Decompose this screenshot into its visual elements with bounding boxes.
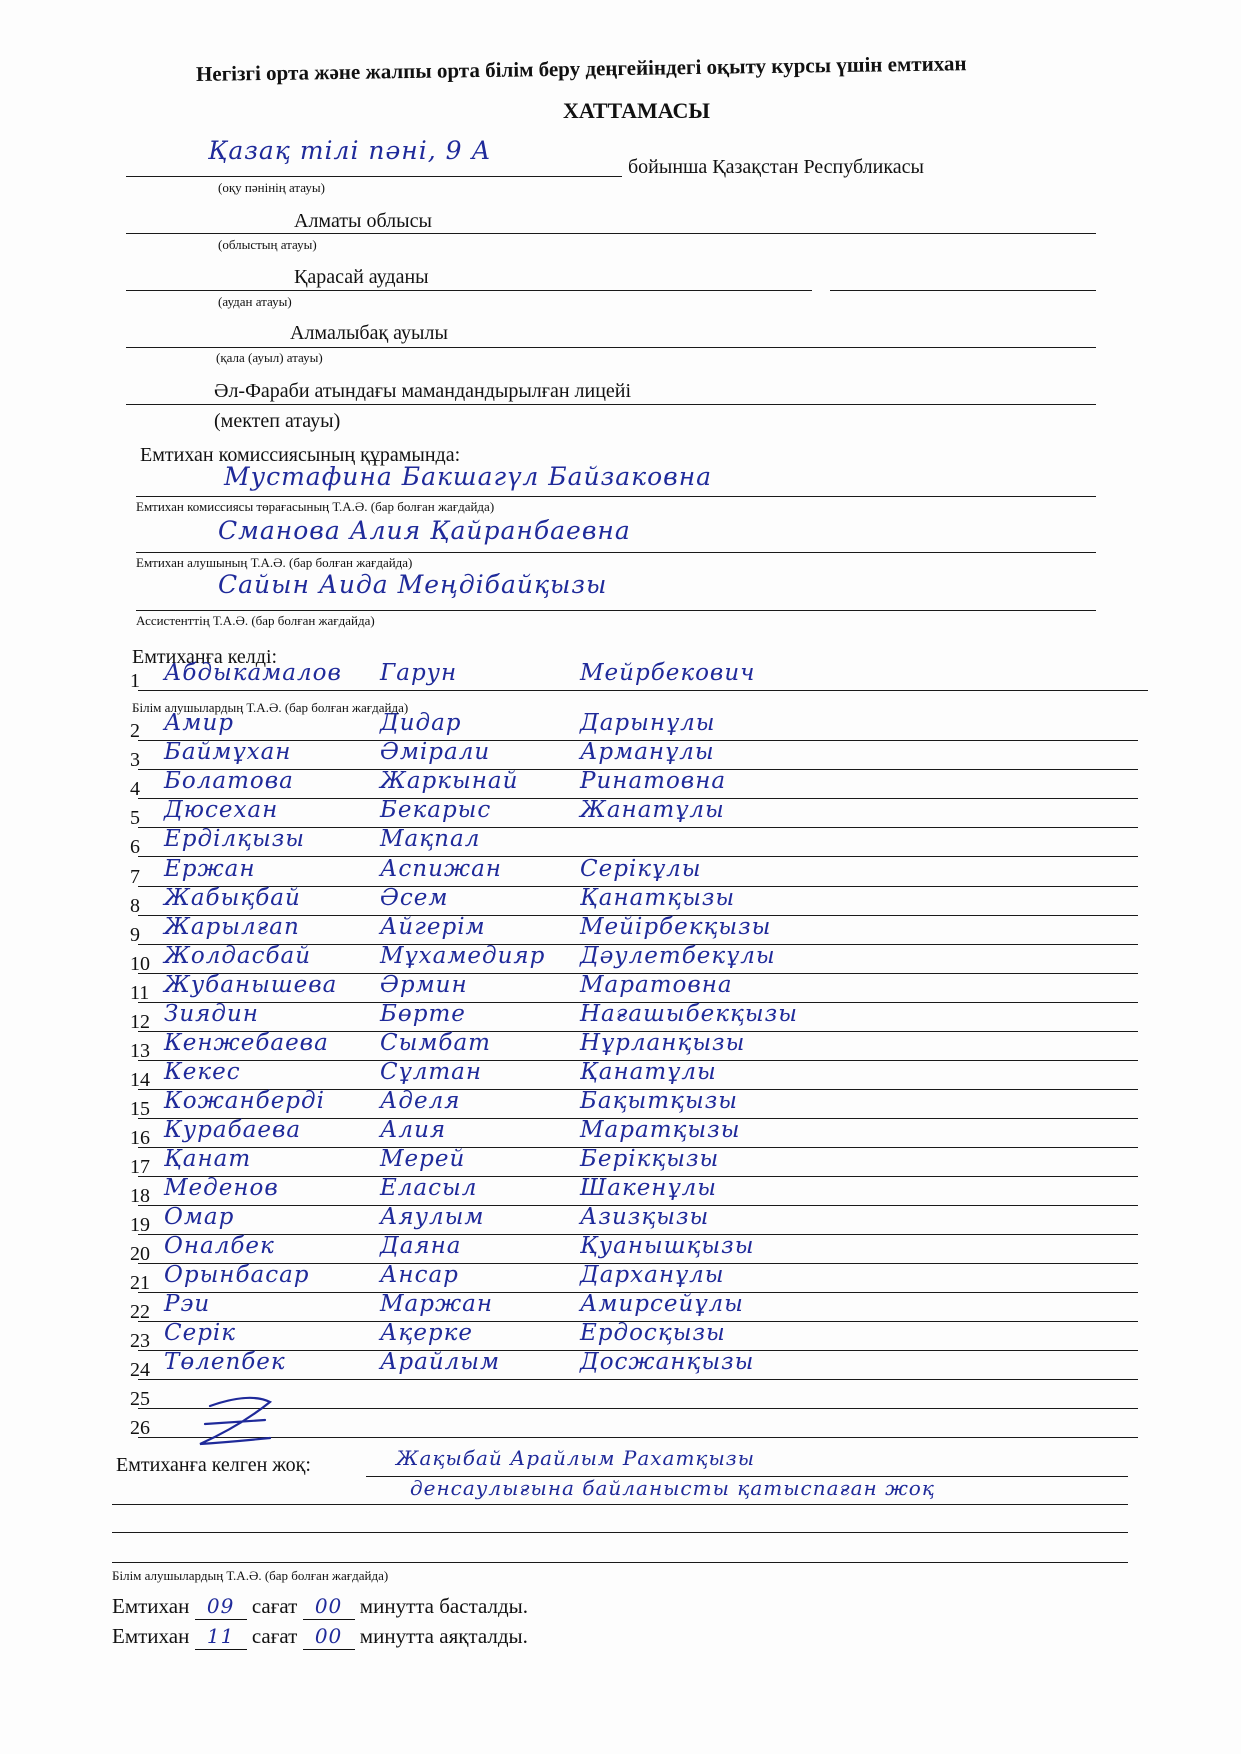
student-number: 13 <box>130 1040 150 1062</box>
student-patronymic-field[interactable]: Бақытқызы <box>580 1088 738 1114</box>
student-surname-field[interactable]: Жолдасбай <box>164 943 312 969</box>
student-number: 19 <box>130 1214 150 1236</box>
student-name-field[interactable]: Аяулым <box>380 1204 485 1230</box>
student-surname-field[interactable]: Жарылғап <box>164 914 300 940</box>
student-patronymic-field[interactable]: Дарынұлы <box>580 710 716 736</box>
student-patronymic-field[interactable]: Досжанқызы <box>580 1349 755 1375</box>
district-caption: (аудан атауы) <box>218 294 292 309</box>
student-patronymic-field[interactable]: Мейрбекович <box>580 660 756 686</box>
school-field[interactable]: Әл-Фараби атындағы мамандандырылған лицейі <box>214 380 632 402</box>
student-name-field[interactable]: Бекарыс <box>380 797 492 823</box>
student-patronymic-field[interactable]: Нұрланқызы <box>580 1030 746 1056</box>
region-field[interactable]: Алматы облысы <box>294 210 432 232</box>
absent-caption: Білім алушылардың Т.А.Ә. (бар болған жағдайда) <box>112 1568 389 1583</box>
student-name-field[interactable]: Еласыл <box>380 1175 478 1201</box>
district-field[interactable]: Қарасай ауданы <box>294 266 429 288</box>
student-patronymic-field[interactable]: Дәулетбекұлы <box>580 943 776 969</box>
student-number: 5 <box>130 807 140 829</box>
end-hour-field[interactable]: 11 <box>195 1624 247 1650</box>
village-line <box>126 347 1096 348</box>
end-prefix: Емтихан <box>112 1624 190 1648</box>
student-name-field[interactable]: Бөрте <box>380 1001 466 1027</box>
student-patronymic-field[interactable]: Ердосқызы <box>580 1320 726 1346</box>
start-minute-field[interactable]: 00 <box>303 1594 355 1620</box>
subject-line <box>126 176 622 177</box>
document-subtitle: ХАТТАМАСЫ <box>563 98 711 123</box>
student-patronymic-field[interactable]: Маратқызы <box>580 1117 741 1143</box>
absent-name-field[interactable]: Жақыбай Арайлым Рахатқызы <box>396 1446 755 1470</box>
absent-line-3 <box>112 1532 1128 1533</box>
assistant-caption: Ассистенттің Т.А.Ә. (бар болған жағдайда) <box>136 613 375 628</box>
end-time-row <box>112 1624 528 1650</box>
student-name-field[interactable]: Сымбат <box>380 1030 491 1056</box>
student-name-field[interactable]: Дидар <box>380 710 462 736</box>
student-name-field[interactable]: Ансар <box>380 1262 459 1288</box>
student-name-field[interactable]: Әмірали <box>380 739 491 765</box>
region-caption: (облыстың атауы) <box>218 237 317 252</box>
student-line <box>138 1379 1138 1380</box>
student-number: 4 <box>130 778 140 800</box>
end-suffix: минутта аяқталды. <box>359 1624 528 1648</box>
student-name-field[interactable]: Гарун <box>380 660 458 686</box>
student-name-field[interactable]: Аспижан <box>380 856 502 882</box>
student-name-field[interactable]: Сұлтан <box>380 1059 483 1085</box>
chair-caption: Емтихан комиссиясы төрағасының Т.А.Ә. (бар болған жағдайда) <box>136 499 495 514</box>
examiner-caption: Емтихан алушының Т.А.Ә. (бар болған жағдайда) <box>136 555 413 570</box>
student-row <box>118 1349 1138 1383</box>
attended-heading: Емтиханға келді: <box>132 646 278 668</box>
student-surname-field[interactable]: Кожанберді <box>164 1088 325 1114</box>
student-patronymic-field[interactable]: Азизқызы <box>580 1204 710 1230</box>
student-surname-field[interactable]: Курабаева <box>164 1117 302 1143</box>
student-name-field[interactable]: Алия <box>380 1117 447 1143</box>
student-number: 11 <box>130 982 150 1004</box>
student-patronymic-field[interactable]: Амирсейұлы <box>580 1291 744 1317</box>
student-number: 23 <box>130 1330 150 1352</box>
examiner-field[interactable]: Сманова Алия Қайранбаевна <box>218 516 631 545</box>
student-surname-field[interactable]: Қанат <box>164 1146 252 1172</box>
student-surname-field[interactable]: Орынбасар <box>164 1262 310 1288</box>
student-name-field[interactable]: Аделя <box>380 1088 461 1114</box>
student-surname-field[interactable]: Ерділқызы <box>164 826 306 852</box>
commission-heading: Емтихан комиссиясының құрамында: <box>140 444 461 466</box>
chair-line <box>136 496 1096 497</box>
student-name-field[interactable]: Даяна <box>380 1233 462 1259</box>
student-name-field[interactable]: Мақпал <box>380 826 481 852</box>
student-name-field[interactable]: Маржан <box>380 1291 493 1317</box>
student-number: 15 <box>130 1098 150 1120</box>
student-surname-field[interactable]: Кекес <box>164 1059 241 1085</box>
student-patronymic-field[interactable]: Мейірбекқызы <box>580 914 772 940</box>
student-number: 20 <box>130 1243 150 1265</box>
student-number: 21 <box>130 1272 150 1294</box>
student-number: 1 <box>130 670 140 692</box>
start-suffix: минутта басталды. <box>359 1594 529 1618</box>
student-name-field[interactable]: Ақерке <box>380 1320 474 1346</box>
student-number: 3 <box>130 749 140 771</box>
student-surname-field[interactable]: Жубанышева <box>164 972 338 998</box>
subject-caption: (оқу пәнінің атауы) <box>218 180 325 195</box>
student-patronymic-field[interactable]: Нағашыбекқызы <box>580 1001 798 1027</box>
student-number: 8 <box>130 895 140 917</box>
village-caption: (қала (ауыл) атауы) <box>216 350 323 365</box>
region-line <box>126 233 1096 234</box>
student-surname-field[interactable]: Баймұхан <box>164 739 292 765</box>
student-number: 17 <box>130 1156 150 1178</box>
student-patronymic-field[interactable]: Серікұлы <box>580 856 702 882</box>
student-name-field[interactable]: Әсем <box>380 885 449 911</box>
attended-caption: Білім алушылардың Т.А.Ә. (бар болған жағдайда) <box>132 700 409 715</box>
student-patronymic-field[interactable]: Қанатұлы <box>580 1059 717 1085</box>
absent-line-4 <box>112 1562 1128 1563</box>
student-number: 7 <box>130 866 140 888</box>
student-surname-field[interactable]: Болатова <box>164 768 294 794</box>
document-title: Негізгі орта және жалпы орта білім беру деңгейіндегі оқыту курсы үшін емтихан <box>195 51 967 86</box>
student-patronymic-field[interactable]: Маратовна <box>580 972 733 998</box>
student-surname-field[interactable]: Жабықбай <box>164 885 301 911</box>
student-line <box>138 690 1148 691</box>
student-name-field[interactable]: Әрмин <box>380 972 468 998</box>
start-mid: сағат <box>251 1594 298 1618</box>
student-number: 10 <box>130 953 150 975</box>
student-patronymic-field[interactable]: Берікқызы <box>580 1146 720 1172</box>
student-number: 22 <box>130 1301 150 1323</box>
district-line <box>126 290 812 291</box>
student-name-field[interactable]: Мерей <box>380 1146 466 1172</box>
student-patronymic-field[interactable]: Қанатқызы <box>580 885 736 911</box>
student-number: 2 <box>130 720 140 742</box>
student-surname-field[interactable]: Төлепбек <box>164 1349 286 1375</box>
student-surname-field[interactable]: Амир <box>164 710 235 736</box>
end-minute-field[interactable]: 00 <box>303 1624 355 1650</box>
student-surname-field[interactable]: Оналбек <box>164 1233 275 1259</box>
school-line <box>126 404 1096 405</box>
absent-label: Емтиханға келген жоқ: <box>116 1454 311 1476</box>
student-name-field[interactable]: Айгерім <box>380 914 486 940</box>
student-surname-field[interactable]: Серік <box>164 1320 237 1346</box>
student-name-field[interactable]: Арайлым <box>380 1349 501 1375</box>
start-prefix: Емтихан <box>112 1594 190 1618</box>
student-patronymic-field[interactable]: Шакенұлы <box>580 1175 717 1201</box>
student-number: 16 <box>130 1127 150 1149</box>
examiner-line <box>136 552 1096 553</box>
student-patronymic-field[interactable]: Ринатовна <box>580 768 727 794</box>
start-hour-field[interactable]: 09 <box>195 1594 247 1620</box>
student-surname-field[interactable]: Омар <box>164 1204 235 1230</box>
subject-suffix: бойынша Қазақстан Республикасы <box>628 156 924 178</box>
strike-mark-icon <box>190 1396 310 1456</box>
village-field[interactable]: Алмалыбақ ауылы <box>290 322 448 344</box>
start-time-row <box>112 1594 528 1620</box>
student-patronymic-field[interactable]: Арманұлы <box>580 739 715 765</box>
student-surname-field[interactable]: Зиядин <box>164 1001 259 1027</box>
student-patronymic-field[interactable]: Дарханұлы <box>580 1262 725 1288</box>
student-number: 18 <box>130 1185 150 1207</box>
student-number: 12 <box>130 1011 150 1033</box>
student-surname-field[interactable]: Рэи <box>164 1291 211 1317</box>
school-caption: (мектеп атауы) <box>214 410 341 432</box>
student-surname-field[interactable]: Ержан <box>164 856 256 882</box>
student-number: 26 <box>130 1417 150 1439</box>
student-name-field[interactable]: Жаркынай <box>380 768 519 794</box>
assistant-field[interactable]: Сайын Аида Меңдібайқызы <box>218 570 608 599</box>
end-mid: сағат <box>251 1624 298 1648</box>
student-surname-field[interactable]: Дюсехан <box>164 797 279 823</box>
student-number: 9 <box>130 924 140 946</box>
absent-reason-field[interactable]: денсаулығына байланысты қатыспаған жоқ <box>410 1476 935 1500</box>
student-surname-field[interactable]: Меденов <box>164 1175 279 1201</box>
absent-line-2 <box>112 1504 1128 1505</box>
commission-chair-field[interactable]: Мустафина Бакшагүл Байзаковна <box>224 462 713 491</box>
student-patronymic-field[interactable]: Жанатұлы <box>580 797 725 823</box>
student-number: 6 <box>130 836 140 858</box>
student-number: 25 <box>130 1388 150 1410</box>
student-row <box>118 660 1138 694</box>
student-number: 24 <box>130 1359 150 1381</box>
student-name-field[interactable]: Мұхамедияр <box>380 943 546 969</box>
assistant-line <box>136 610 1096 611</box>
subject-field[interactable]: Қазақ тілі пәні, 9 А <box>208 136 492 165</box>
student-surname-field[interactable]: Абдыкамалов <box>164 660 342 686</box>
student-number: 14 <box>130 1069 150 1091</box>
student-patronymic-field[interactable]: Қуанышқызы <box>580 1233 755 1259</box>
district-line-right <box>830 290 1096 291</box>
student-surname-field[interactable]: Кенжебаева <box>164 1030 329 1056</box>
